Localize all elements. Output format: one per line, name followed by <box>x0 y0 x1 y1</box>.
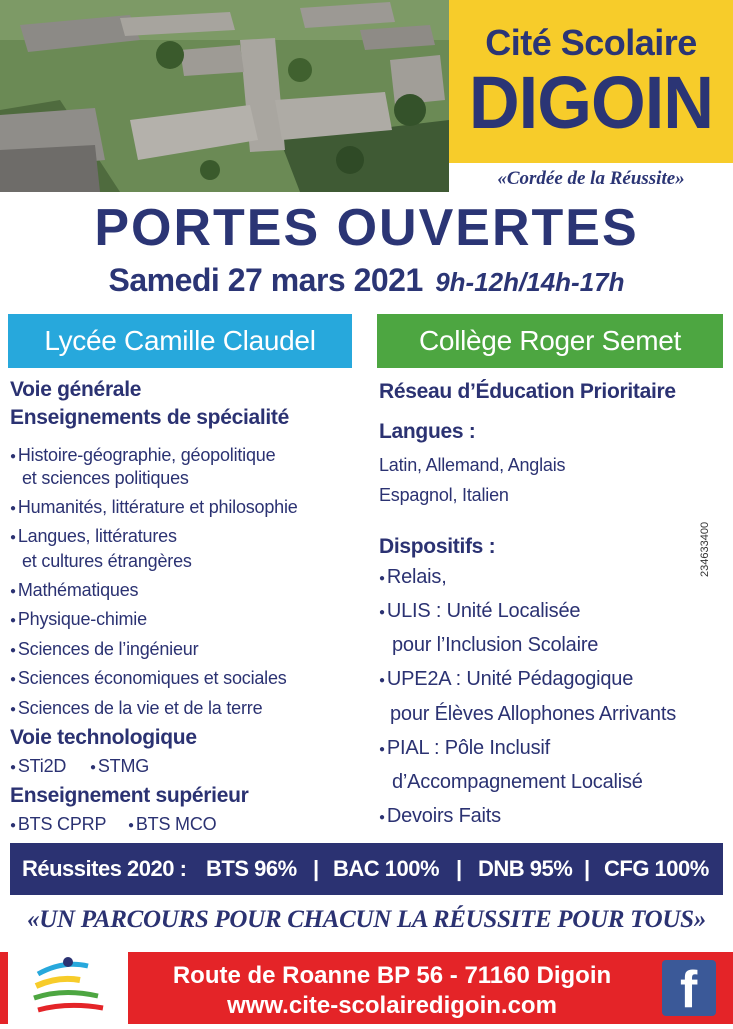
superieur-heading: Enseignement supérieur <box>10 784 249 807</box>
list-item: ● Sciences de l’ingénieur <box>10 639 198 660</box>
results-separator: | <box>313 856 319 881</box>
list-item: ● Relais, <box>379 566 447 589</box>
event-title: PORTES OUVERTES <box>94 199 639 257</box>
langues-heading: Langues : <box>379 420 476 443</box>
list-item: pour Élèves Allophones Arrivants <box>390 703 676 725</box>
facebook-letter: f <box>680 961 698 1019</box>
specialites-heading: Enseignements de spécialité <box>10 406 290 429</box>
rep-heading: Réseau d’Éducation Prioritaire <box>379 380 676 403</box>
list-item: ● UPE2A : Unité Pédagogique <box>379 668 633 691</box>
city-name: DIGOIN <box>468 61 714 144</box>
motto: «Cordée de la Réussite» <box>497 168 685 189</box>
event-date-line <box>0 262 733 299</box>
serial-number <box>697 505 717 580</box>
list-item: ● Sciences économiques et sociales <box>10 668 287 689</box>
list-item: d’Accompagnement Localisé <box>392 771 643 793</box>
voie-techno-heading: Voie technologique <box>10 726 197 749</box>
address: Route de Roanne BP 56 - 71160 Digoin <box>172 962 612 989</box>
results-separator: | <box>456 856 462 881</box>
event-hours: 9h-12h/14h-17h <box>435 267 625 297</box>
list-item: ● Devoirs Faits <box>379 805 501 828</box>
list-item: ● PIAL : Pôle Inclusif <box>379 737 550 760</box>
list-item: ● Humanités, littérature et philosophie <box>10 497 298 518</box>
school-logo <box>8 952 128 1024</box>
slogan: «UN PARCOURS POUR CHACUN LA RÉUSSITE POUR TOUS» <box>27 906 706 933</box>
school-title-box <box>449 0 733 163</box>
serial-text: 234633400 <box>699 521 711 577</box>
list-item: ● STi2D <box>10 756 66 777</box>
facebook-icon[interactable] <box>662 960 716 1019</box>
list-item: pour l’Inclusion Scolaire <box>392 634 599 656</box>
event-date: Samedi 27 mars 2021 <box>108 262 423 298</box>
list-item: et sciences politiques <box>22 468 189 488</box>
website-link[interactable]: www.cite-scolairedigoin.com <box>227 992 557 1019</box>
results-bts: BTS 96% <box>206 856 297 881</box>
list-item: ● Mathématiques <box>10 580 138 601</box>
results-dnb: DNB 95% <box>478 856 573 881</box>
results-cfg: CFG 100% <box>604 856 709 881</box>
college-header: Collège Roger Semet <box>377 314 723 368</box>
langues-line-1: Latin, Allemand, Anglais <box>379 455 566 475</box>
campus-aerial-photo <box>0 0 449 192</box>
lycee-header: Lycée Camille Claudel <box>8 314 352 368</box>
results-bac: BAC 100% <box>333 856 440 881</box>
list-item: ● Histoire-géographie, géopolitique <box>10 445 275 466</box>
dispositifs-heading: Dispositifs : <box>379 535 496 558</box>
list-item: ● Sciences de la vie et de la terre <box>10 698 262 719</box>
list-item: ● ULIS : Unité Localisée <box>379 600 580 623</box>
results-separator: | <box>584 856 590 881</box>
results-label: Réussites 2020 : <box>22 856 187 881</box>
results-bar <box>10 843 723 895</box>
list-item: ● BTS MCO <box>128 814 216 835</box>
list-item: ● STMG <box>90 756 149 777</box>
voie-generale-heading: Voie générale <box>10 378 142 401</box>
footer <box>0 952 733 1024</box>
list-item: ● Langues, littératures <box>10 526 177 547</box>
list-item: et cultures étrangères <box>22 551 192 571</box>
list-item: ● BTS CPRP <box>10 814 106 835</box>
cite-scolaire-label: Cité Scolaire <box>485 22 697 63</box>
langues-line-2: Espagnol, Italien <box>379 485 509 505</box>
list-item: ● Physique-chimie <box>10 609 147 630</box>
